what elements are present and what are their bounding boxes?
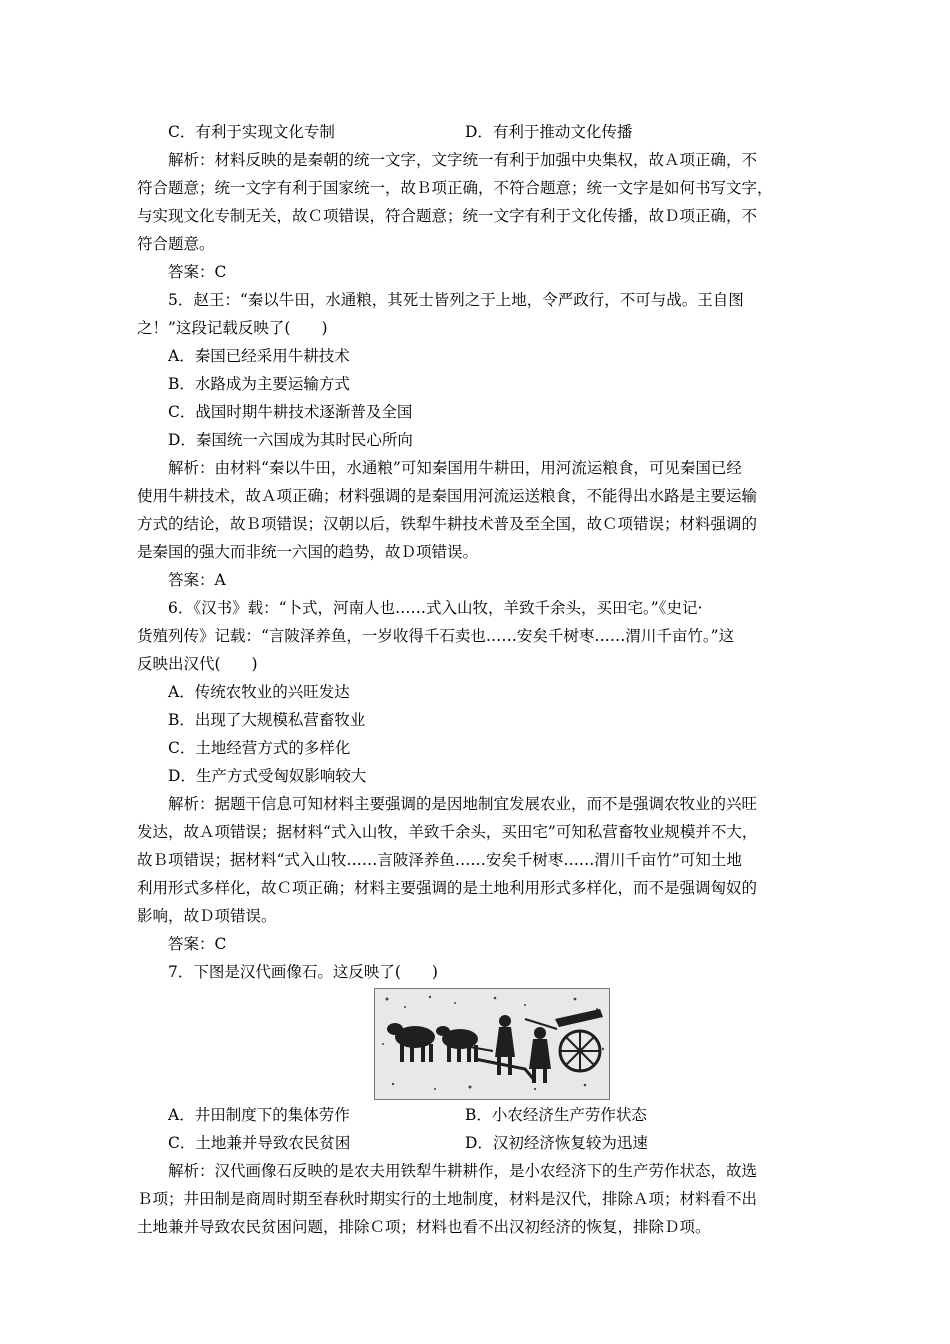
q5-option-d: D．秦国统一六国成为其时民心所向 [168, 431, 413, 449]
q7-option-c: C．土地兼并导致农民贫困 [168, 1134, 351, 1152]
q6-option-b: B．出现了大规模私营畜牧业 [168, 711, 366, 729]
q4-answer: 答案：C [168, 263, 227, 281]
q5-analysis-line: 使用牛耕技术，故Ａ项正确；材料强调的是秦国用河流运送粮食，不能得出水路是主要运输 [137, 487, 758, 505]
q7-option-d: D．汉初经济恢复较为迅速 [465, 1134, 648, 1152]
q5-analysis-line: 解析：由材料“秦以牛田，水通粮”可知秦国用牛耕田，用河流运粮食，可见秦国已经 [168, 459, 742, 477]
q4-option-d: D．有利于推动文化传播 [465, 123, 633, 141]
q5-answer: 答案：A [168, 571, 226, 589]
q6-option-c: C．土地经营方式的多样化 [168, 739, 351, 757]
q6-analysis-line: 发达，故Ａ项错误；据材料“式入山牧，羊致千余头，买田宅”可知私营畜牧业规模并不大， [137, 823, 758, 841]
q6-analysis-line: 故Ｂ项错误；据材料“式入山牧……言陂泽养鱼……安矣千树枣……渭川千亩竹”可知土地 [137, 851, 742, 869]
q5-analysis-line: 是秦国的强大而非统一六国的趋势，故Ｄ项错误。 [137, 543, 479, 561]
q6-analysis-line: 解析：据题干信息可知材料主要强调的是因地制宜发展农业，而不是强调农牧业的兴旺 [168, 795, 758, 813]
q6-option-d: D．生产方式受匈奴影响较大 [168, 767, 367, 785]
q6-analysis-line: 利用形式多样化，故Ｃ项正确；材料主要强调的是土地利用形式多样化，而不是强调匈奴的 [137, 879, 758, 897]
q6-answer: 答案：C [168, 935, 227, 953]
q5-analysis-line: 方式的结论，故Ｂ项错误；汉朝以后，铁犁牛耕技术普及至全国，故Ｃ项错误；材料强调的 [137, 515, 758, 533]
q4-analysis-line: 符合题意；统一文字有利于国家统一，故Ｂ项正确，不符合题意；统一文字是如何书写文字， [137, 179, 773, 197]
q6-analysis-line: 影响，故Ｄ项错误。 [137, 907, 277, 925]
q4-analysis-line: 符合题意。 [137, 235, 215, 253]
q6-stem-line: 6．《汉书》载：“卜式，河南人也……式入山牧，羊致千余头，买田宅。”《史记· [168, 599, 703, 617]
han-stone-relief-image [374, 988, 610, 1100]
q5-stem-line: 5．赵王：“秦以牛田，水通粮，其死士皆列之于上地，令严政行，不可与战。王自图 [168, 291, 744, 309]
q4-analysis-line: 解析：材料反映的是秦朝的统一文字，文字统一有利于加强中央集权，故Ａ项正确，不 [168, 151, 758, 169]
q6-stem-line: 反映出汉代( ) [137, 655, 258, 673]
q7-option-a: A．井田制度下的集体劳作 [168, 1106, 350, 1124]
q6-stem-line: 货殖列传》记载：“言陂泽养鱼，一岁收得千石卖也……安矣千树枣……渭川千亩竹。”这 [137, 627, 735, 645]
q7-analysis-line: Ｂ项；井田制是商周时期至春秋时期实行的土地制度，材料是汉代，排除Ａ项；材料看不出 [137, 1190, 758, 1208]
q7-analysis-line: 土地兼并导致农民贫困问题，排除Ｃ项；材料也看不出汉初经济的恢复，排除Ｄ项。 [137, 1218, 711, 1236]
q7-analysis-line: 解析：汉代画像石反映的是农夫用铁犁牛耕耕作，是小农经济下的生产劳作状态，故选 [168, 1162, 758, 1180]
q7-stem: 7．下图是汉代画像石。这反映了( ) [168, 963, 438, 981]
q7-option-b: B．小农经济生产劳作状态 [465, 1106, 647, 1124]
q4-option-c: C．有利于实现文化专制 [168, 123, 335, 141]
q5-stem-line: 之！”这段记载反映了( ) [137, 319, 328, 337]
q6-option-a: A．传统农牧业的兴旺发达 [168, 683, 350, 701]
q5-option-c: C．战国时期牛耕技术逐渐普及全国 [168, 403, 413, 421]
q5-option-b: B．水路成为主要运输方式 [168, 375, 350, 393]
q5-option-a: A．秦国已经采用牛耕技术 [168, 347, 350, 365]
q4-analysis-line: 与实现文化专制无关，故Ｃ项错误，符合题意；统一文字有利于文化传播，故Ｄ项正确，不 [137, 207, 758, 225]
